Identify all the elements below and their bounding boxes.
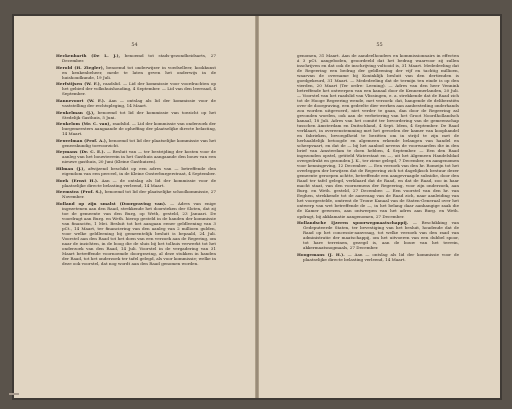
- index-entry-text: — Adres van enige ingezetenen aan den Raad, strekkende het doorsteken der Sloten, dat zij toe de gemeente van den Burg, op Weth, gesteld, 23 Januari. De voordragt aan Burg. en Weth. hierop gesteld in de handen der kommissie van financiën, 1 Mei. Besluit tot het aangaan eener geldleening van 3 pCt., 14 Maart, ter financiering van den aanleg van 2 millioen gulden, voor welke geldleening bij gemeentelijk besluit is bepaald, 24 Juli. Voorstel aan den Raad tot het doen van een verzoek aan de Regering, om naar de inzichten, in de boog die de sluis bij het tolhuis verwerkt tot het onderzoek van den Raad, 14 Juli. Voorstel in de vergadering van 31 Maart betreffende voornoemde doorgraving, al deze stukken in handen der Raad, tot het onderzoek ter tafel gelegd, als voor kommissie; welke in deze ook voorstel, dat nog wordt aan den Raad genomen worden.: [62, 200, 216, 267]
- right-page-column: [297, 53, 459, 263]
- index-entry: [56, 65, 216, 80]
- index-entry-heading: Heuvelman (Prof. A.),: [56, 137, 108, 143]
- index-entry-text: afwijzend beschikt op een adres van — betreffende den eigendom van een perceel, in de Kleine Oosterburgerstraat, 4 September.: [62, 166, 216, 177]
- index-entry: [56, 98, 216, 108]
- index-entry: [56, 166, 216, 176]
- index-entry: [297, 252, 459, 262]
- index-entry: [56, 81, 216, 96]
- right-page: [259, 16, 500, 398]
- left-page: [14, 16, 255, 398]
- index-entry: [56, 149, 216, 164]
- index-entry-text: benoemd tot lid der plaatselijke kommissie van het geneeskundig toevoorzicht.: [62, 137, 216, 148]
- index-entry: [56, 110, 216, 120]
- index-entry-text: benoemd tot lid der kommissie van toezicht op het Stedelijk Gasthuis, 5 Juni.: [62, 109, 216, 120]
- index-entry-heading: Heemstra (Prof. S.),: [56, 189, 104, 195]
- index-entry: [56, 189, 216, 199]
- index-entry-text: Aan — ontslag als lid der kommissie voor de vaststelling der rechtspleging, 14 Maart.: [62, 97, 216, 108]
- index-entry: [56, 53, 216, 63]
- index-entry-heading: Heukelom (Mr. C. van),: [56, 121, 112, 127]
- left-page-column: [56, 53, 216, 268]
- index-entry-heading: Herfstijsen (W. F.),: [56, 81, 102, 87]
- index-entry-heading: Heckenbarth (De L. J.),: [56, 53, 121, 58]
- index-entry-text: Aan — de ontslag als lid der kommissie voor de plaatselijke directe belasting verleend, 14 Maart.: [62, 177, 216, 188]
- index-entry-text: raadslid. — Lid der kommissie van onderzoek der burgemeesters aangaande de opheffing der plaatselijke directe belasting, 14 Maart.: [62, 121, 216, 137]
- index-entry-heading: Herold (H. Ziegler),: [56, 64, 105, 70]
- index-entry-heading: Hannevoort (W. F.).: [56, 97, 106, 103]
- index-entry-text: — Aan — ontslag als lid der kommissie voor de plaatselijke directe belasting verleend, 14 Maart.: [303, 251, 459, 262]
- index-entry-heading: Hollandsche IJzeren spoorwegmaatschappij.: [297, 220, 409, 226]
- index-entry-heading: Heukelman (J.),: [56, 109, 95, 115]
- index-entry-text: benoemd tot onderwijzer in voedselleer, kookkunst en keukenbeheer, mede te laten geven het onderwijs in de huishoudkunde, 19 Juli.: [62, 64, 216, 80]
- index-entry-text: benoemd tot stads-gezondheidsarts, 27 December.: [62, 53, 216, 64]
- open-book: [14, 16, 500, 398]
- index-entry-text: — Besluit van — ter bestrijding der kosten voor de aanleg van het bouwterrein in het Gasthuis aangaande den bouw van een nieuwe gasthuis, 20 Juni (Kleine Gasthuizen).: [62, 149, 216, 165]
- index-entry: [56, 121, 216, 136]
- index-entry: [297, 53, 459, 219]
- right-page-number: 55: [376, 42, 383, 48]
- index-entry-heading: Hoogemans (J. H.).: [297, 251, 345, 257]
- left-page-number: 54: [131, 42, 138, 48]
- index-entry: [297, 220, 459, 250]
- index-entry-heading: Heymans (Dr. C. E.).: [56, 149, 106, 155]
- scan-holder-clip: [9, 393, 19, 395]
- index-entry-heading: Hoek (Ernst H.).: [56, 177, 99, 183]
- index-entry-text: raadslid. — Lid der kommissie voor voordrachten op het gebied der volkshuishouding, 4 September. — Lid van den leerraad, 4 September.: [62, 81, 216, 97]
- index-entry: [56, 178, 216, 188]
- index-entry-heading: Holland op zijn smalst (Doorgraving van).: [56, 200, 167, 206]
- index-entry-heading: Hilman (J.),: [56, 166, 86, 172]
- index-entry: [56, 138, 216, 148]
- index-entry-text: genomen, 31 Maart. Aan de aandeelhouders en kommissionnairs in effecten á 3 pCt. aangeboden, geoordeeld dat het bedrag waarvoor zij zullen inschrijven en dat ook de inschrijving voltooid is, 31 Maart. Mededeeling dat de Regeering een bedrag der geldleening der vijf en tachtig millioen, waarvan de overname bij Koninklijk besluit van den dertienden is goedgekeurd, 31 Maart. — Mededeeling dat de termijn ten einde is op den vierden, 20 Maart (Ter ordre: Leening). — Adres van den heer Vennink betreffende het ontwerpen van een kanaal door de Kennemerlanden, 20 Juli. — Voorstel van het raadslid van Vlissingen, e. a. strekkende dat de Raad zich tot de Hooge Regeering wende, met verzoek: dat, hangende de deliberatiën over de doorgraving, een gedeelte dier werken aan aanbesteding onderhands zou worden uitgevoerd, niet verder te gaan, dan door de Regeering zal gevonden worden, ook aan de verbetering van het Groot Noordhollandsch kanaal, 18 Juli. Adres van het comité ter bevordering van de gemeenschap tusschen Amsterdam en Duitschland, 4 Sept. Idem, 4 September. De Raad verklaart, in overeenstemming met het gevoelen der kamer van koophandel en fabrieken, bevoegdheid te bezitten om in strijd te zijn met de herhaaldelijk betoogde en algemeen erkende belangen van handel en scheepvaart, en dat de — bij het aanbod nevens de voorwaarden die in den brief van Amsterdam te doen hebben, 4 September. — Een den Raad ingezonden opstel, getiteld Waterstaat en —, uit het Algemeen Handelsblad overgedrukt en gezonden J. K., ter ziene gelegd, 7 December, en aangenomen voor kennisgeving, 12 December. — Een verzoek van den hr. Romeijn tot het overleggen der bewijzen dat de Regeering zich tot dagelijksch bestuur dezer gemeente geroepen achtte, betreffende een aangevraagde subsidie, door den Raad ter tafel gelegd, verklaard dat de Raad, en dat de Raad, zoo in haar macht staat, van den voornemens der Regeering, voor zijn onderzoek, aan Burg. en Weth. gesteld, 27 December. — Een voorstel van den hr. van Eeghen, strekkende tot de aanvraag van de Raad zich, naar aanleiding van het voorgestelde, omtrent de Trouw Kanaal van de Staten-Generaal over het ontwerp van wet betreffende de —, in het belang daar aanhangige zaak die de Kamer gewezen, aan ontwerpen van het adres aan Burg. en Weth. opdragt, bij akklamatie aangenomen, 27 December.: [297, 53, 459, 219]
- index-entry: [56, 201, 216, 266]
- index-entry-text: — Beschikking van Gedeputeerde Staten, ter bevestiging van het besluit, houdende dat de Raad op het concessie-aanvraag, tot welke verzoek van den raad van administratie der maatschappij, om het uitvoeren van een dubbel spoor, tot hare terreinen, gezegd is, aan de bouw van het terrein, akkermaatsnogmaals, 27 December.: [303, 220, 460, 251]
- index-entry-text: benoemd tot lid der plaatselijke schoolkommissie, 27 November.: [62, 189, 216, 200]
